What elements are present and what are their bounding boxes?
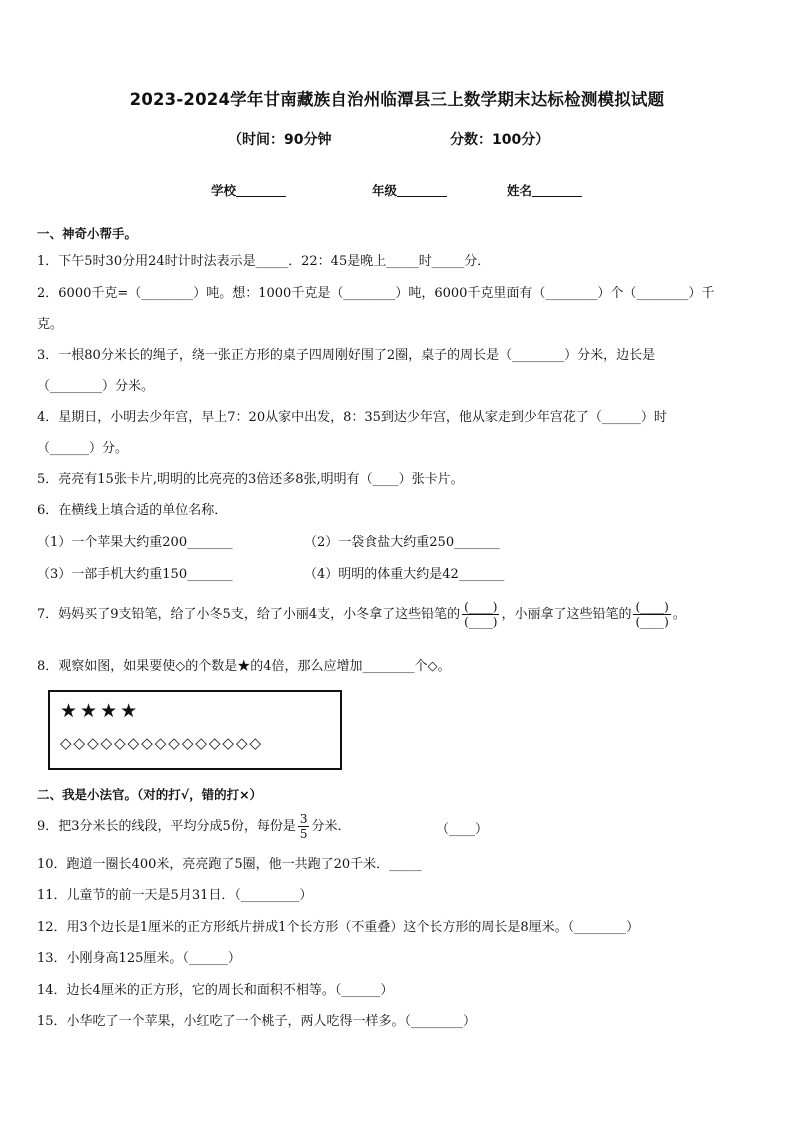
question-1: 1．下午5时30分用24时计时法表示是_____．22：45是晚上_____时_____分． [37,254,491,269]
question-3-line2: （________）分米。 [37,379,155,394]
question-7-text3: 。 [672,607,686,622]
fraction-numerator: (____) [464,600,498,614]
name-label: 姓名 [507,183,533,198]
score-label: 分数：100分） [450,132,550,148]
stars-row: ★★★★ [60,700,141,722]
question-7-text1: 7．妈妈买了9支铅笔，给了小冬5支，给了小丽4支，小冬拿了这些铅笔的 [37,607,461,622]
fraction-blank-2[interactable] [633,600,670,629]
question-9 [37,812,350,841]
question-8: 8．观察如图，如果要使◇的个数是★的4倍，那么应增加________个◇。 [37,659,451,674]
question-13: 13．小刚身高125厘米。（______） [37,951,241,966]
grade-label: 年级 [372,183,398,198]
question-11: 11．儿童节的前一天是5月31日．（_________） [37,888,313,903]
section2-heading: 二、我是小法官。（对的打√，错的打×） [37,787,263,802]
question-4-line2: （______）分。 [37,441,129,456]
fraction-denominator: (____) [635,615,669,629]
fraction-blank-1[interactable] [462,600,499,629]
fraction-denominator: 5 [299,827,308,841]
fraction-three-fifths [298,812,310,841]
fraction-numerator: (____) [635,600,669,614]
question-5: 5．亮亮有15张卡片,明明的比亮亮的3倍还多8张,明明有（____）张卡片。 [37,472,464,487]
question-2-line1: 2．6000千克=（________）吨。想：1000千克是（________）吨，6000千克里面有（________）个（________）千 [37,286,715,301]
question-6: 6．在横线上填合适的单位名称． [37,503,228,518]
question-6-1: （1）一个苹果大约重200_______ [37,535,233,550]
fraction-denominator: (____) [464,615,498,629]
question-2-line2: 克。 [37,317,64,332]
question-7-text2: ，小丽拿了这些铅笔的 [501,607,632,622]
question-9-answer-blank[interactable]: （____） [436,822,489,837]
question-3-line1: 3．一根80分米长的绳子，绕一张正方形的桌子四周刚好围了2圈，桌子的周长是（________）分米，边长是 [37,348,656,363]
diamonds-row: ◇◇◇◇◇◇◇◇◇◇◇◇◇◇◇ [60,734,264,752]
question-6-2: （2）一袋食盐大约重250_______ [304,535,500,550]
question-9-text2: 分米． [311,819,351,834]
time-label: （时间：90分钟 [228,132,332,148]
question-9-text1: 9．把3分米长的线段，平均分成5份，每份是 [37,819,296,834]
question-14: 14．边长4厘米的正方形，它的周长和面积不相等。（______） [37,983,394,998]
fraction-numerator: 3 [299,812,308,826]
name-field[interactable] [507,181,582,199]
figure-box [48,690,342,770]
question-12: 12．用3个边长是1厘米的正方形纸片拼成1个长方形（不重叠）这个长方形的周长是8厘米。（________） [37,920,640,935]
school-label: 学校 [211,183,237,198]
question-7 [37,600,686,629]
question-15: 15．小华吃了一个苹果，小红吃了一个桃子，两人吃得一样多。（________） [37,1014,477,1029]
section1-heading: 一、神奇小帮手。 [37,226,138,241]
page-title: 2023-2024学年甘南藏族自治州临潭县三上数学期末达标检测模拟试题 [129,90,665,109]
question-4-line1: 4．星期日，小明去少年宫，早上7：20从家中出发，8：35到达少年宫，他从家走到少年宫花了（______）时 [37,410,667,425]
grade-field[interactable] [372,181,447,199]
question-6-3: （3）一部手机大约重150_______ [37,567,233,582]
question-10: 10．跑道一圈长400米，亮亮跑了5圈，他一共跑了20千米．_____ [37,857,422,872]
question-6-4: （4）明明的体重大约是42_______ [304,567,505,582]
school-field[interactable] [211,181,286,199]
